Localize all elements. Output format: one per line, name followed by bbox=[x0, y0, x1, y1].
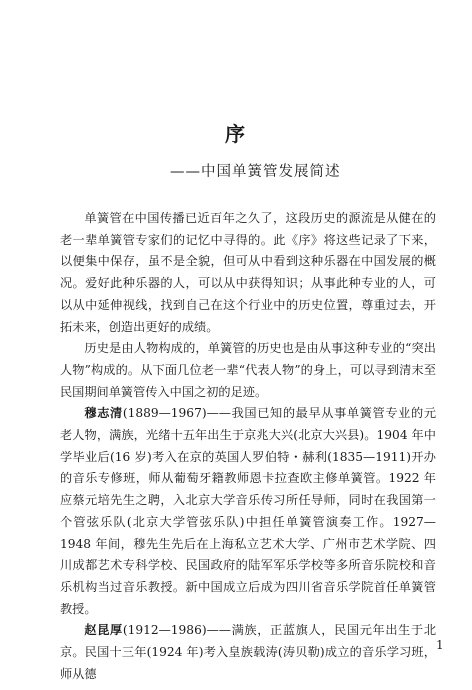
paragraph-text: (1912—1986)——满族，正蓝旗人，民国元年出生于北京。民国十三年(1924 年)考入皇族载涛(涛贝勒)成立的音乐学习班，师从德 bbox=[60, 623, 437, 681]
paragraph-text: 历史是由人物构成的，单簧管的历史也是由从事这种专业的“突出人物”构成的。从下面几位老一辈“代表人物”的身上，可以寻到清末至民国期间单簧管传入中国之初的足迹。 bbox=[60, 341, 436, 399]
paragraph-history bbox=[60, 338, 436, 403]
paragraph-mu-zhiqing bbox=[60, 403, 436, 620]
paragraph-text: (1889—1967)——我国已知的最早从事单簧管专业的元老人物，满族，光绪十五年出生于京兆大兴(北京大兴县)。1904 年中学毕业后(16 岁)考入在京的英国人罗伯特・赫利(1835—1911)开办的音乐专修班，师从葡萄牙籍教师恩卡拉查欧主修单簧管。1922 年应蔡元培先生之聘，入北京大学音乐传习所任导师，同时在我国第一个管弦乐队(北京大学管弦乐队)中担任单簧管演奏工作。1927—1948 年间，穆先生先后在上海私立艺术大学、广州市艺术学院、四川成都艺术专科学校、民国政府的陆军军乐学校等多所音乐院校和音乐机构当过音乐教授。新中国成立后成为四川省音乐学院首任单簧管教授。 bbox=[60, 406, 437, 616]
paragraph-zhao-kunhou bbox=[60, 620, 436, 685]
paragraph-intro bbox=[60, 208, 436, 338]
paragraph-text: 单簧管在中国传播已近百年之久了，这段历史的源流是从健在的老一辈单簧管专家们的记忆中寻得的。此《序》将这些记录了下来，以便集中保存，虽不是全貌，但可从中看到这种乐器在中国发展的概况。爱好此种乐器的人，可以从中获得知识；从事此种专业的人，可以从中延伸视线，找到自己在这个行业中的历史位置，尊重过去，开拓未来，创造出更好的成绩。 bbox=[60, 211, 436, 334]
person-name: 赵昆厚 bbox=[84, 623, 123, 638]
page-number: 1 bbox=[436, 638, 444, 652]
page-subtitle: ——中国单簧管发展简述 bbox=[170, 164, 341, 180]
page-title: 序 bbox=[225, 122, 247, 146]
person-name: 穆志清 bbox=[84, 406, 123, 421]
body-text bbox=[60, 208, 436, 685]
